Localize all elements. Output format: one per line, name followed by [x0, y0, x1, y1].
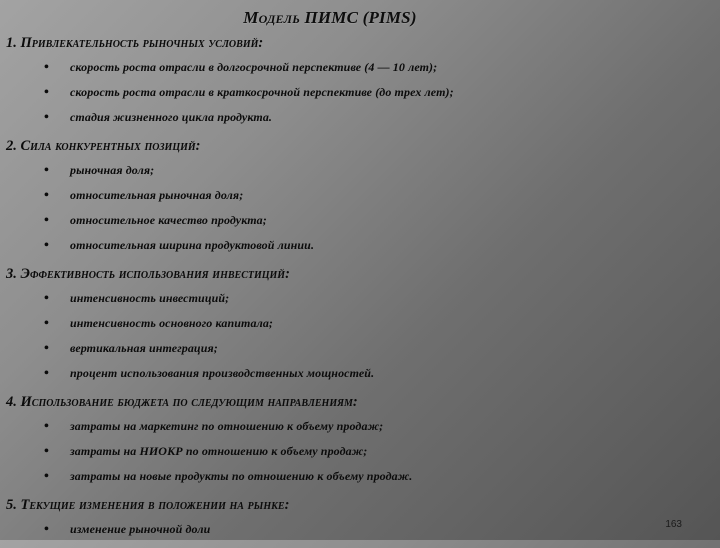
list-item-text: интенсивность инвестиций; — [70, 291, 230, 305]
section-heading: 3. Эффективность использования инвестиций: — [6, 266, 290, 282]
list-item — [6, 55, 706, 80]
section-items — [6, 158, 706, 258]
bullet-icon: • — [44, 163, 50, 178]
section-market-attractiveness — [6, 33, 706, 130]
bullet-icon: • — [44, 213, 50, 228]
list-item-text: вертикальная интеграция; — [70, 341, 218, 355]
section-items — [6, 55, 706, 130]
section-heading: 5. Текущие изменения в положении на рынке: — [6, 497, 290, 513]
bullet-icon: • — [44, 238, 50, 253]
section-items — [6, 286, 706, 386]
bullet-icon: • — [44, 522, 50, 537]
list-item — [6, 311, 706, 336]
bullet-icon: • — [44, 341, 50, 356]
section-items — [6, 517, 706, 542]
section-market-changes — [6, 495, 706, 542]
list-item — [6, 439, 706, 464]
bullet-icon: • — [44, 419, 50, 434]
section-heading: 4. Использование бюджета по следующим направлениям: — [6, 394, 358, 410]
list-item — [6, 517, 706, 542]
list-item-text: затраты на новые продукты по отношению к объему продаж. — [70, 469, 413, 483]
list-item — [6, 336, 706, 361]
bullet-icon: • — [44, 85, 50, 100]
section-investment-efficiency — [6, 264, 706, 386]
bullet-icon: • — [44, 366, 50, 381]
list-item — [6, 80, 706, 105]
list-item-text: интенсивность основного капитала; — [70, 316, 274, 330]
list-item-text: рыночная доля; — [70, 163, 155, 177]
page-number: 163 — [665, 519, 682, 530]
bullet-icon: • — [44, 291, 50, 306]
list-item-text: затраты на маркетинг по отношению к объему продаж; — [70, 419, 384, 433]
bullet-icon: • — [44, 316, 50, 331]
list-item — [6, 361, 706, 386]
list-item — [6, 286, 706, 311]
list-item-text: скорость роста отрасли в долгосрочной перспективе (4 — 10 лет); — [70, 60, 438, 74]
list-item — [6, 414, 706, 439]
section-budget-usage — [6, 392, 706, 489]
list-item-text: стадия жизненного цикла продукта. — [70, 110, 273, 124]
list-item — [6, 183, 706, 208]
bullet-icon: • — [44, 188, 50, 203]
list-item-text: процент использования производственных мощностей. — [70, 366, 375, 380]
list-item — [6, 158, 706, 183]
bullet-icon: • — [44, 60, 50, 75]
list-item — [6, 208, 706, 233]
bullet-icon: • — [44, 110, 50, 125]
bullet-icon: • — [44, 444, 50, 459]
list-item-text: относительная ширина продуктовой линии. — [70, 238, 315, 252]
list-item — [6, 464, 706, 489]
section-heading: 2. Сила конкурентных позиций: — [6, 138, 201, 154]
list-item-text: затраты на НИОКР по отношению к объему продаж; — [70, 444, 368, 458]
list-item — [6, 233, 706, 258]
section-heading: 1. Привлекательность рыночных условий: — [6, 35, 264, 51]
list-item-text: относительная рыночная доля; — [70, 188, 244, 202]
section-competitive-strength — [6, 136, 706, 258]
bullet-icon: • — [44, 469, 50, 484]
list-item-text: скорость роста отрасли в краткосрочной перспективе (до трех лет); — [70, 85, 454, 99]
content-sections — [6, 33, 706, 548]
list-item — [6, 105, 706, 130]
list-item-text: относительное качество продукта; — [70, 213, 267, 227]
slide-title: Модель ПИМС (PIMS) — [243, 8, 417, 27]
section-items — [6, 414, 706, 489]
list-item-text: изменение рыночной доли — [70, 522, 211, 536]
